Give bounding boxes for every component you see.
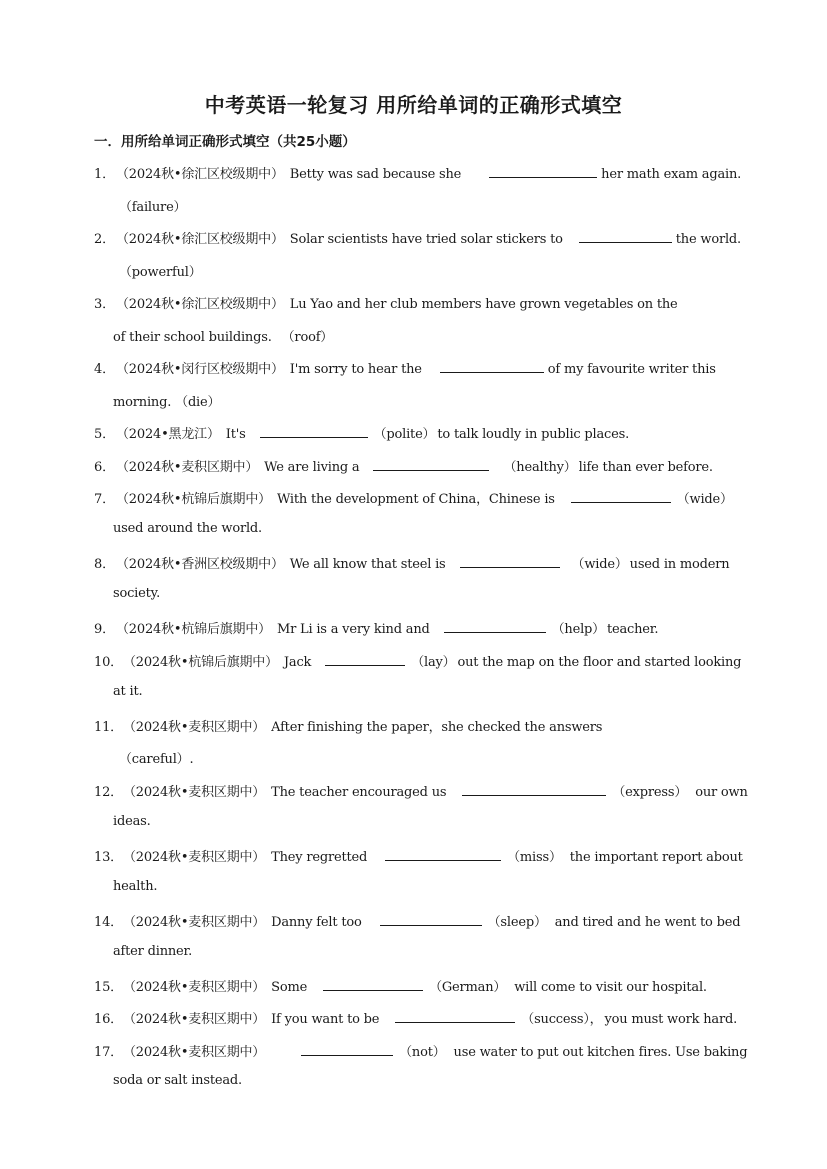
- question-12: [94, 781, 748, 800]
- question-text: They regretted: [271, 850, 368, 865]
- word-hint: （lay）: [411, 655, 456, 670]
- question-16: [94, 1008, 737, 1027]
- question-14: [94, 911, 740, 930]
- word-hint: （careful）.: [119, 752, 194, 767]
- question-1: [94, 163, 741, 182]
- question-source: （2024秋•麦积区期中）: [122, 915, 266, 930]
- question-number: 4．: [94, 362, 115, 377]
- question-7: [94, 488, 735, 507]
- question-11: [94, 716, 602, 735]
- question-7-cont: [113, 521, 262, 536]
- question-6: [94, 456, 713, 475]
- word-hint: （not）: [399, 1045, 446, 1060]
- word-hint: （powerful）: [119, 265, 202, 280]
- question-text: We all know that steel is: [289, 557, 446, 572]
- answer-blank[interactable]: [571, 490, 671, 503]
- question-text: the important report about: [569, 850, 743, 865]
- question-12-cont: [113, 814, 151, 829]
- question-9: [94, 618, 658, 637]
- question-3: [94, 293, 678, 312]
- question-number: 7．: [94, 492, 115, 507]
- question-source: （2024秋•徐汇区校级期中）: [116, 167, 284, 182]
- question-source: （2024秋•徐汇区校级期中）: [116, 232, 284, 247]
- answer-blank[interactable]: [460, 555, 560, 568]
- question-text: Some: [271, 980, 308, 995]
- question-text: Solar scientists have tried solar stickers to: [289, 232, 563, 247]
- answer-blank[interactable]: [385, 848, 501, 861]
- word-hint: （roof）: [281, 330, 334, 345]
- question-text: health.: [113, 879, 158, 894]
- question-text: our own: [695, 785, 748, 800]
- word-hint: （wide）: [676, 492, 733, 507]
- question-source: （2024秋•麦积区期中）: [122, 850, 266, 865]
- word-hint: （die）: [175, 395, 221, 410]
- section-heading: 一．用所给单词正确形式填空（共25小题）: [94, 134, 356, 150]
- question-text: you must work hard.: [604, 1012, 738, 1027]
- answer-blank[interactable]: [489, 165, 597, 178]
- question-number: 14．: [94, 915, 123, 930]
- answer-blank[interactable]: [462, 783, 606, 796]
- question-number: 17．: [94, 1045, 123, 1060]
- word-hint: （failure）: [119, 200, 187, 215]
- question-number: 1．: [94, 167, 115, 182]
- question-source: （2024秋•麦积区期中）: [122, 1045, 266, 1060]
- answer-blank[interactable]: [325, 653, 405, 666]
- question-text: soda or salt instead.: [113, 1073, 242, 1088]
- question-source: （2024秋•香洲区校级期中）: [116, 557, 284, 572]
- question-text: Mr Li is a very kind and: [276, 622, 430, 637]
- question-text: With the development of China，Chinese is: [276, 492, 555, 507]
- word-hint: （wide）: [571, 557, 628, 572]
- page-title: 中考英语一轮复习 用所给单词的正确形式填空: [204, 93, 623, 117]
- question-text: After finishing the paper，she checked the answers: [271, 720, 603, 735]
- question-1-hint: [117, 196, 188, 215]
- question-number: 10．: [94, 655, 123, 670]
- question-14-cont: [113, 944, 192, 959]
- answer-blank[interactable]: [395, 1010, 515, 1023]
- question-source: （2024•黑龙江）: [116, 427, 220, 442]
- question-10: [94, 651, 741, 670]
- question-8-cont: [113, 586, 160, 601]
- question-number: 13．: [94, 850, 123, 865]
- question-2: [94, 228, 741, 247]
- question-17: [94, 1041, 747, 1060]
- answer-blank[interactable]: [373, 458, 489, 471]
- question-number: 15．: [94, 980, 123, 995]
- question-text: of my favourite writer this: [547, 362, 716, 377]
- question-10-cont: [113, 684, 142, 699]
- question-source: （2024秋•麦积区期中）: [122, 1012, 266, 1027]
- question-text: teacher.: [606, 622, 659, 637]
- question-3-cont: [113, 326, 335, 345]
- question-text: of their school buildings.: [113, 330, 272, 345]
- question-source: （2024秋•杭锦后旗期中）: [116, 492, 271, 507]
- question-number: 2．: [94, 232, 115, 247]
- question-text: If you want to be: [271, 1012, 380, 1027]
- answer-blank[interactable]: [301, 1043, 393, 1056]
- question-number: 9．: [94, 622, 115, 637]
- question-text: at it.: [113, 684, 143, 699]
- question-text: to talk loudly in public places.: [437, 427, 630, 442]
- question-source: （2024秋•麦积区期中）: [116, 460, 259, 475]
- question-text: out the map on the floor and started looking: [457, 655, 742, 670]
- question-text: I'm sorry to hear the: [289, 362, 422, 377]
- word-hint: （polite）: [373, 427, 436, 442]
- question-text: morning.: [113, 395, 172, 410]
- question-text: society.: [113, 586, 161, 601]
- question-4: [94, 358, 716, 377]
- question-text: Betty was sad because she: [289, 167, 462, 182]
- question-source: （2024秋•徐汇区校级期中）: [116, 297, 284, 312]
- question-number: 16．: [94, 1012, 123, 1027]
- answer-blank[interactable]: [444, 620, 546, 633]
- answer-blank[interactable]: [380, 913, 482, 926]
- question-15: [94, 976, 707, 995]
- answer-blank[interactable]: [579, 230, 672, 243]
- question-number: 8．: [94, 557, 115, 572]
- word-hint: （German）: [429, 980, 507, 995]
- question-text: The teacher encouraged us: [271, 785, 447, 800]
- question-number: 3．: [94, 297, 115, 312]
- question-13: [94, 846, 743, 865]
- question-text: Danny felt too: [271, 915, 362, 930]
- question-source: （2024秋•麦积区期中）: [122, 720, 266, 735]
- question-source: （2024秋•麦积区期中）: [122, 980, 266, 995]
- answer-blank[interactable]: [260, 425, 368, 438]
- word-hint: （help）: [551, 622, 605, 637]
- question-13-cont: [113, 879, 157, 894]
- question-text: will come to visit our hospital.: [514, 980, 707, 995]
- question-source: （2024秋•杭锦后旗期中）: [116, 622, 271, 637]
- question-number: 12．: [94, 785, 123, 800]
- question-8: [94, 553, 729, 572]
- answer-blank[interactable]: [440, 360, 544, 373]
- word-hint: （express）: [612, 785, 688, 800]
- question-text: life than ever before.: [578, 460, 713, 475]
- question-text: the world.: [675, 232, 741, 247]
- question-text: use water to put out kitchen fires. Use baking: [453, 1045, 748, 1060]
- question-4-cont: [113, 391, 222, 410]
- question-5: [94, 423, 629, 442]
- question-source: （2024秋•杭锦后旗期中）: [122, 655, 278, 670]
- question-number: 5．: [94, 427, 115, 442]
- question-17-cont: [113, 1073, 242, 1088]
- question-text: It's: [225, 427, 246, 442]
- answer-blank[interactable]: [323, 978, 423, 991]
- question-text: Jack: [283, 655, 312, 670]
- question-text: used in modern: [629, 557, 730, 572]
- word-hint: （miss）: [507, 850, 562, 865]
- question-text: her math exam again.: [601, 167, 742, 182]
- word-hint: （healthy）: [503, 460, 577, 475]
- question-source: （2024秋•闵行区校级期中）: [116, 362, 284, 377]
- question-text: ideas.: [113, 814, 151, 829]
- question-text: Lu Yao and her club members have grown vegetables on the: [289, 297, 678, 312]
- word-hint: （success），: [521, 1012, 603, 1027]
- question-2-hint: [117, 261, 204, 280]
- question-11-hint: [117, 748, 195, 767]
- question-text: We are living a: [264, 460, 360, 475]
- question-text: and tired and he went to bed: [554, 915, 741, 930]
- question-number: 11．: [94, 720, 123, 735]
- question-source: （2024秋•麦积区期中）: [122, 785, 266, 800]
- question-text: used around the world.: [113, 521, 262, 536]
- question-number: 6．: [94, 460, 115, 475]
- word-hint: （sleep）: [487, 915, 547, 930]
- question-text: after dinner.: [113, 944, 193, 959]
